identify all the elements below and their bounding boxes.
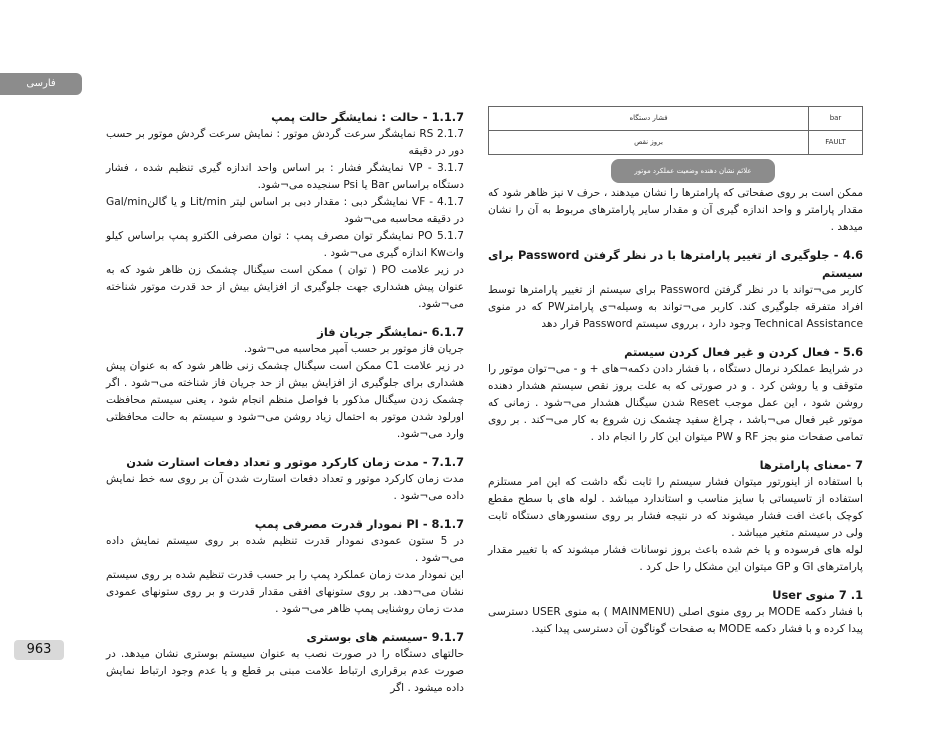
- paragraph-gap: [106, 618, 464, 628]
- paragraph: حالتهای دستگاه را در صورت نصب به عنوان سیستم بوستری نشان میدهد. در صورت عدم برقراری ارتباط علامت مبنی بر قطع و یا عدم وجود ارتباط نمایش داده میشود . اگر: [106, 648, 464, 694]
- status-code: bar: [809, 107, 863, 131]
- paragraph: در زیر علامت C1 ممکن است سیگنال چشمک زنی ظاهر شود که به عنوان پیش هشداری برای جلوگیری از افزایش بیش از حد جریان فاز شناخته می¬شود . اگر چشمک زدن سیگنال مذکور با فواصل منظم انجام شود ، یعنی سیستم محافظت اورلود شدن موتور به احتمال زیاد روشن می¬شود و سیستم به حالت محافظتی وارد می¬شود.: [106, 360, 464, 440]
- status-row-fault: [489, 131, 863, 155]
- right-column: [488, 106, 863, 638]
- paragraph: در زیر علامت PO ( توان ) ممکن است سیگنال چشمک زن ظاهر شود که به عنوان پیش هشداری جهت جلوگیری از افزایش بیش از حد قدرت موتور شناخته می¬شود.: [106, 264, 464, 310]
- table-caption: علائم نشان دهنده وضعیت عملکرد موتور: [611, 159, 775, 183]
- right-column-text: [488, 185, 863, 638]
- paragraph: در 5 ستون عمودی نمودار قدرت تنظیم شده بر روی سیستم نمایش داده می¬شود .: [106, 535, 464, 564]
- paragraph: مدت زمان کارکرد موتور و تعداد دفعات استارت شدن آن بر روی سه خط نمایش داده می¬شود .: [106, 473, 464, 502]
- section-heading: 7.1.7 - مدت زمان کارکرد موتور و تعداد دفعات استارت شدن: [126, 455, 464, 469]
- section-heading: 1.1.7 - حالت : نمایشگر حالت پمپ: [271, 110, 464, 124]
- status-desc: فشار دستگاه: [489, 107, 809, 131]
- language-tab[interactable]: فارسی: [0, 73, 82, 95]
- paragraph-gap: [106, 443, 464, 453]
- section-heading: 5.6 - فعال کردن و غیر فعال کردن سیستم: [624, 345, 863, 359]
- page-number: 963: [14, 640, 64, 660]
- status-desc: بروز نقص: [489, 131, 809, 155]
- paragraph-gap: [106, 505, 464, 515]
- status-row-bar: [489, 107, 863, 131]
- section-heading: 1. 7 منوی User: [772, 588, 863, 602]
- section-heading: 7 -معنای پارامترها: [759, 458, 863, 472]
- section-heading: PI - 8.1.7 نمودار قدرت مصرفی پمپ: [254, 517, 464, 531]
- section-heading: 9.1.7 -سیستم های بوستری: [306, 630, 464, 644]
- paragraph: در شرایط عملکرد نرمال دستگاه ، با فشار دادن دکمه¬های + و - می¬توان موتور را متوقف و یا روشن کرد . و در صورتی که به علت بروز نقص سیستم هشدار دهنده روشن شود ، این عمل موجب Reset شدن سیگنال هشدار می¬شود . زمانی که موتور غیر فعال می¬باشد ، چراغ سفید چشمک زن شروع به کار می¬کند . بر روی تمامی صفحات منو بجز RF و PW میتوان این کار را انجام داد .: [488, 363, 864, 443]
- paragraph-gap: [488, 576, 863, 586]
- paragraph: VF - 4.1.7 نمایشگر دبی : مقدار دبی بر اساس لیتر Lit/min و یا گالنGal/min در دقیقه محاسبه می¬شود: [106, 196, 465, 225]
- paragraph: لوله های فرسوده و یا خم شده باعث بروز نوسانات فشار میشوند که با تغییر مقدار پارامترهای GI و GP میتوان این مشکل را حل کرد .: [488, 544, 863, 573]
- paragraph-gap: [488, 236, 863, 246]
- paragraph: RS 2.1.7 نمایشگر سرعت گردش موتور : نمایش سرعت گردش موتور بر حسب دور در دقیقه: [106, 128, 464, 157]
- paragraph: جریان فاز موتور بر حسب آمپر محاسبه می¬شود.: [243, 343, 464, 355]
- paragraph: کاربر می¬تواند با در نظر گرفتن Password برای سیستم از تغییر پارامترها توسط افراد متفرقه جلوگیری کند. کاربر می¬تواند به وسیله¬ی پارامترPW که در منوی Technical Assistance وجود دارد ، برروی سیستم Password قرار دهد: [488, 284, 864, 330]
- section-heading: 4.6 - جلوگیری از تغییر پارامترها با در نظر گرفتن Password برای سیستم: [488, 248, 863, 280]
- left-column: [106, 108, 464, 697]
- section-heading: 6.1.7 -نمایشگر جریان فاز: [317, 325, 464, 339]
- paragraph: VP - 3.1.7 نمایشگر فشار : بر اساس واحد اندازه گیری تنظیم شده ، فشار دستگاه براساس Bar یا Psi سنجیده می¬شود.: [106, 162, 464, 191]
- paragraph-gap: [488, 446, 863, 456]
- paragraph: با فشار دکمه MODE بر روی منوی اصلی (MAINMENU ) به منوی USER دسترسی پیدا کرده و با فشار دکمه MODE به صفحات گوناگون آن دسترسی پیدا کنید.: [488, 606, 864, 635]
- paragraph: این نمودار مدت زمان عملکرد پمپ را بر حسب قدرت تنظیم شده بر روی سیستم نشان می¬دهد. بر روی ستونهای افقی مقدار قدرت و بر روی ستونهای عمودی مدت زمان روشنایی پمپ ظاهر می¬شود .: [106, 569, 464, 615]
- paragraph: ممکن است بر روی صفحاتی که پارامترها را نشان میدهند ، حرف v نیز ظاهر شود که مقدار پارامتر و واحد اندازه گیری آن و مقدار سایر پارامترهای مربوط به آن را نشان میدهد .: [488, 187, 863, 233]
- paragraph: PO 5.1.7 نمایشگر توان مصرف پمپ : توان مصرفی الکترو پمپ براساس کیلو واتKw اندازه گیری می¬شود .: [106, 230, 464, 259]
- status-code: FAULT: [809, 131, 863, 155]
- paragraph: با استفاده از اینورتور میتوان فشار سیستم را ثابت نگه داشت که این امر مستلزم استفاده از تاسیساتی با سایز مناسب و استاندارد میباشد . لوله های با سطح مقطع کوچک باعث افت فشار میشوند که در نتیجه فشار بر روی سنسورهای دستگاه ثابت ولی در سیستم متغیر میباشد .: [488, 476, 863, 539]
- status-table: [488, 106, 863, 155]
- paragraph-gap: [106, 313, 464, 323]
- paragraph-gap: [488, 333, 863, 343]
